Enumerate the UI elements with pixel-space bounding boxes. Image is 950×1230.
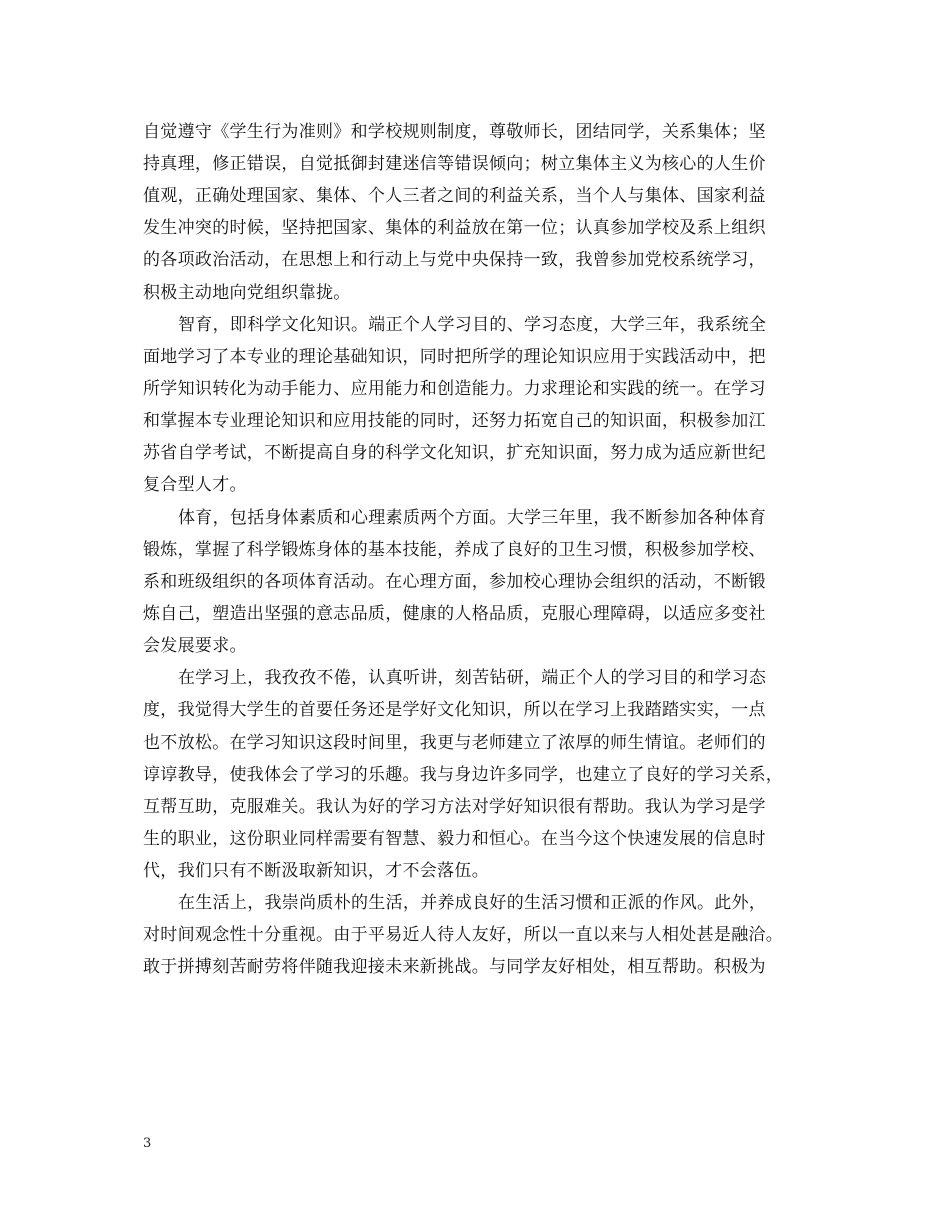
- text-line: 苏省自学考试，不断提高自身的科学文化知识，扩充知识面，努力成为适应新世纪: [143, 443, 766, 463]
- text-line: 所学知识转化为动手能力、应用能力和创造能力。力求理论和实践的统一。在学习: [143, 379, 766, 399]
- text-line: 积极主动地向党组织靠拢。: [143, 283, 351, 303]
- text-line: 炼自己，塑造出坚强的意志品质，健康的人格品质，克服心理障碍，以适应多变社: [143, 604, 766, 624]
- text-line: 生的职业，这份职业同样需要有智慧、毅力和恒心。在当今这个快速发展的信息时: [143, 829, 766, 849]
- text-line: 发生冲突的时候，坚持把国家、集体的利益放在第一位；认真参加学校及系上组织: [143, 218, 766, 238]
- text-line: 对时间观念性十分重视。由于平易近人待人友好，所以一直以来与人相处甚是融洽。: [143, 925, 784, 945]
- text-line: 代，我们只有不断汲取新知识，才不会落伍。: [143, 861, 489, 881]
- text-line: 锻炼，掌握了科学锻炼身体的基本技能，养成了良好的卫生习惯，积极参加学校、: [143, 540, 766, 560]
- text-line: 的各项政治活动，在思想上和行动上与党中央保持一致，我曾参加党校系统学习，: [143, 250, 766, 270]
- text-line: 系和班级组织的各项体育活动。在心理方面，参加校心理协会组织的活动，不断锻: [143, 572, 766, 592]
- text-line: 值观，正确处理国家、集体、个人三者之间的利益关系，当个人与集体、国家利益: [143, 186, 766, 206]
- text-line: 度，我觉得大学生的首要任务还是学好文化知识，所以在学习上我踏踏实实，一点: [143, 700, 766, 720]
- text-line: 会发展要求。: [143, 636, 247, 656]
- text-line: 复合型人才。: [143, 475, 247, 495]
- paragraph-start-line: 在学习上，我孜孜不倦，认真听讲，刻苦钻研，端正个人的学习目的和学习态: [178, 668, 767, 688]
- text-line: 自觉遵守《学生行为准则》和学校规则制度，尊敬师长，团结同学，关系集体；坚: [143, 122, 766, 142]
- text-line: 互帮互助，克服难关。我认为好的学习方法对学好知识很有帮助。我认为学习是学: [143, 797, 766, 817]
- text-line: 持真理，修正错误，自觉抵御封建迷信等错误倾向；树立集体主义为核心的人生价: [143, 154, 766, 174]
- text-line: 面地学习了本专业的理论基础知识，同时把所学的理论知识应用于实践活动中，把: [143, 347, 766, 367]
- text-line: 也不放松。在学习知识这段时间里，我更与老师建立了浓厚的师生情谊。老师们的: [143, 733, 766, 753]
- text-line: 和掌握本专业理论知识和应用技能的同时，还努力拓宽自己的知识面，积极参加江: [143, 411, 766, 431]
- paragraph-start-line: 体育，包括身体素质和心理素质两个方面。大学三年里，我不断参加各种体育: [178, 508, 767, 528]
- text-line: 谆谆教导，使我体会了学习的乐趣。我与身边许多同学，也建立了良好的学习关系，: [143, 765, 784, 785]
- text-line: 敢于拼搏刻苦耐劳将伴随我迎接未来新挑战。与同学友好相处，相互帮助。积极为: [143, 957, 766, 977]
- paragraph-start-line: 智育，即科学文化知识。端正个人学习目的、学习态度，大学三年，我系统全: [178, 315, 767, 335]
- paragraph-start-line: 在生活上，我崇尚质朴的生活，并养成良好的生活习惯和正派的作风。此外，: [178, 893, 767, 913]
- page-number: 3: [143, 1136, 152, 1151]
